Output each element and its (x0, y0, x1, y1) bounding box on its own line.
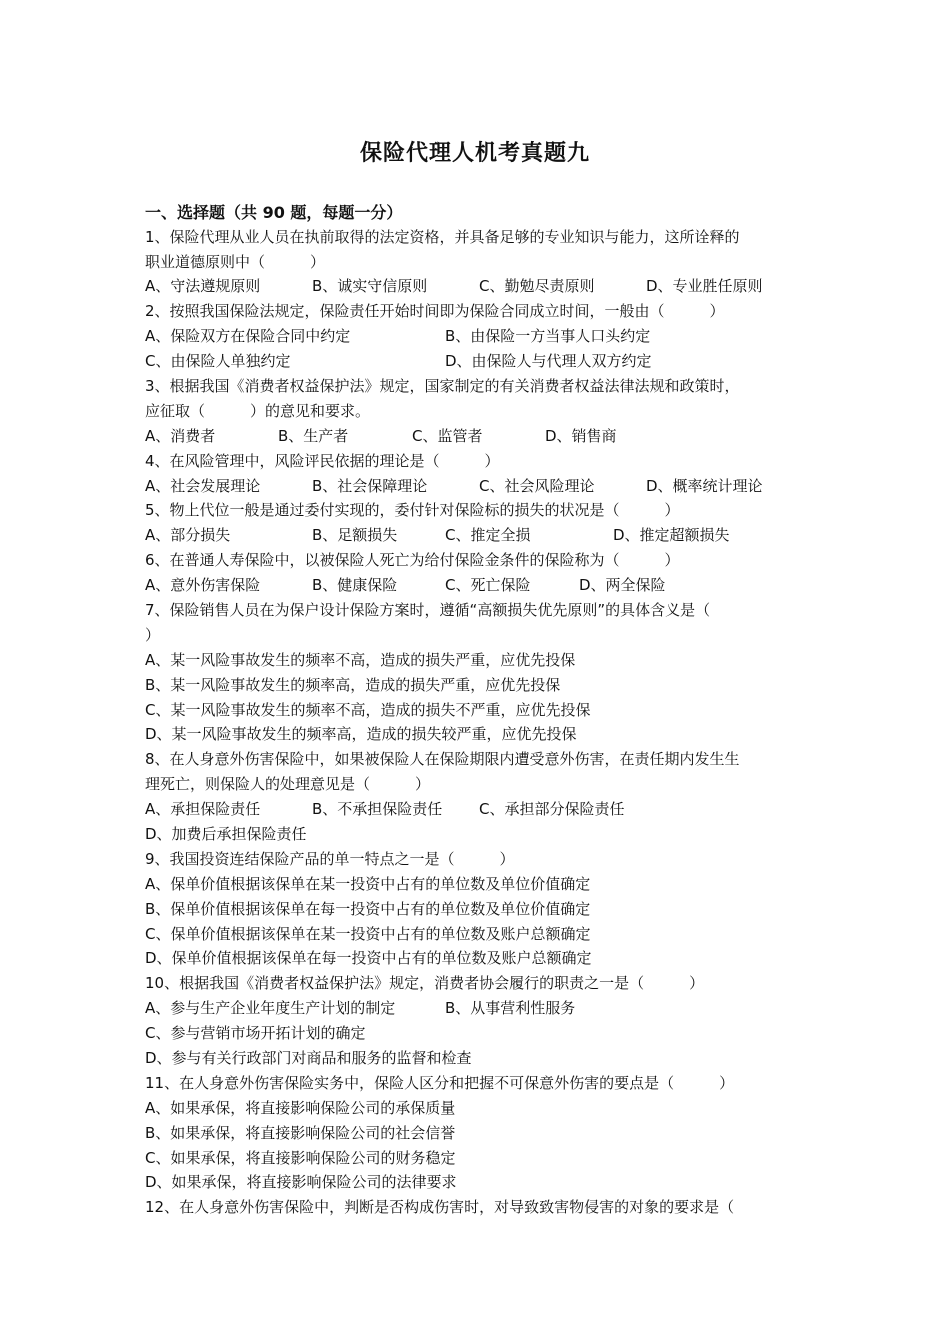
question-7-line-1: 7、保险销售人员在为保户设计保险方案时，遵循“高额损失优先原则”的具体含义是（ (145, 601, 711, 619)
option-c: C、监管者 (412, 427, 483, 445)
question-9-option-a: A、保单价值根据该保单在某一投资中占有的单位数及单位价值确定 (145, 875, 591, 893)
option-d: D、两全保险 (579, 576, 666, 594)
question-9-option-d: D、保单价值根据该保单在每一投资中占有的单位数及账户总额确定 (145, 949, 592, 967)
option-b: B、由保险一方当事人口头约定 (445, 327, 651, 345)
question-11-option-a: A、如果承保，将直接影响保险公司的承保质量 (145, 1099, 456, 1117)
option-c: C、由保险人单独约定 (145, 352, 291, 370)
option-b: B、诚实守信原则 (312, 277, 428, 295)
question-11-option-d: D、如果承保，将直接影响保险公司的法律要求 (145, 1173, 457, 1191)
section-heading: 一、选择题（共 90 题，每题一分） (145, 203, 403, 222)
question-3-line-2: 应征取（ ）的意见和要求。 (145, 402, 371, 420)
question-8-line-2: 理死亡，则保险人的处理意见是（ ） (145, 775, 431, 793)
option-a: A、守法遵规原则 (145, 277, 261, 295)
option-d: D、推定超额损失 (613, 526, 730, 544)
option-d: D、概率统计理论 (646, 477, 763, 495)
question-10-option-c: C、参与营销市场开拓计划的确定 (145, 1024, 366, 1042)
option-a: A、保险双方在保险合同中约定 (145, 327, 351, 345)
option-c: C、承担部分保险责任 (479, 800, 625, 818)
question-3-line-1: 3、根据我国《消费者权益保护法》规定，国家制定的有关消费者权益法律法规和政策时， (145, 377, 740, 395)
question-1-line-2: 职业道德原则中（ ） (145, 253, 326, 271)
option-a: A、参与生产企业年度生产计划的制定 (145, 999, 396, 1017)
option-a: A、消费者 (145, 427, 216, 445)
question-8-option-d: D、加费后承担保险责任 (145, 825, 307, 843)
question-7-option-a: A、某一风险事故发生的频率不高，造成的损失严重，应优先投保 (145, 651, 576, 669)
option-c: C、勤勉尽责原则 (479, 277, 595, 295)
question-11-option-c: C、如果承保，将直接影响保险公司的财务稳定 (145, 1149, 456, 1167)
question-11-line-1: 11、在人身意外伤害保险实务中，保险人区分和把握不可保意外伤害的要点是（ ） (145, 1074, 735, 1092)
option-d: D、销售商 (545, 427, 617, 445)
question-1-line-1: 1、保险代理从业人员在执前取得的法定资格，并具备足够的专业知识与能力，这所诠释的 (145, 228, 740, 246)
question-8-line-1: 8、在人身意外伤害保险中，如果被保险人在保险期限内遭受意外伤害，在责任期内发生生 (145, 750, 740, 768)
option-d: D、专业胜任原则 (646, 277, 763, 295)
question-4-line-1: 4、在风险管理中，风险评民依据的理论是（ ） (145, 452, 500, 470)
question-9-option-c: C、保单价值根据该保单在某一投资中占有的单位数及账户总额确定 (145, 925, 591, 943)
option-d: D、由保险人与代理人双方约定 (445, 352, 652, 370)
question-2-line-1: 2、按照我国保险法规定，保险责任开始时间即为保险合同成立时间，一般由（ ） (145, 302, 725, 320)
option-a: A、部分损失 (145, 526, 231, 544)
question-12-line-1: 12、在人身意外伤害保险中，判断是否构成伤害时，对导致致害物侵害的对象的要求是（ (145, 1198, 735, 1216)
option-c: C、死亡保险 (445, 576, 531, 594)
option-a: A、意外伤害保险 (145, 576, 261, 594)
option-b: B、足额损失 (312, 526, 398, 544)
option-c: C、社会风险理论 (479, 477, 595, 495)
question-10-option-d: D、参与有关行政部门对商品和服务的监督和检查 (145, 1049, 472, 1067)
question-5-line-1: 5、物上代位一般是通过委付实现的，委付针对保险标的损失的状况是（ ） (145, 501, 680, 519)
question-7-option-c: C、某一风险事故发生的频率不高，造成的损失不严重，应优先投保 (145, 701, 591, 719)
option-a: A、承担保险责任 (145, 800, 261, 818)
question-6-line-1: 6、在普通人寿保险中，以被保险人死亡为给付保险金条件的保险称为（ ） (145, 551, 680, 569)
option-b: B、不承担保险责任 (312, 800, 443, 818)
page-title: 保险代理人机考真题九 (359, 140, 590, 166)
question-7-line-2: ） (145, 626, 161, 644)
question-7-option-b: B、某一风险事故发生的频率高，造成的损失严重，应优先投保 (145, 676, 561, 694)
option-b: B、社会保障理论 (312, 477, 428, 495)
option-b: B、生产者 (278, 427, 349, 445)
question-7-option-d: D、某一风险事故发生的频率高，造成的损失较严重，应优先投保 (145, 725, 577, 743)
option-a: A、社会发展理论 (145, 477, 261, 495)
question-9-option-b: B、保单价值根据该保单在每一投资中占有的单位数及单位价值确定 (145, 900, 591, 918)
question-9-line-1: 9、我国投资连结保险产品的单一特点之一是（ ） (145, 850, 515, 868)
question-11-option-b: B、如果承保，将直接影响保险公司的社会信誉 (145, 1124, 456, 1142)
option-b: B、健康保险 (312, 576, 398, 594)
question-10-line-1: 10、根据我国《消费者权益保护法》规定，消费者协会履行的职责之一是（ ） (145, 974, 705, 992)
option-b: B、从事营利性服务 (445, 999, 576, 1017)
option-c: C、推定全损 (445, 526, 531, 544)
